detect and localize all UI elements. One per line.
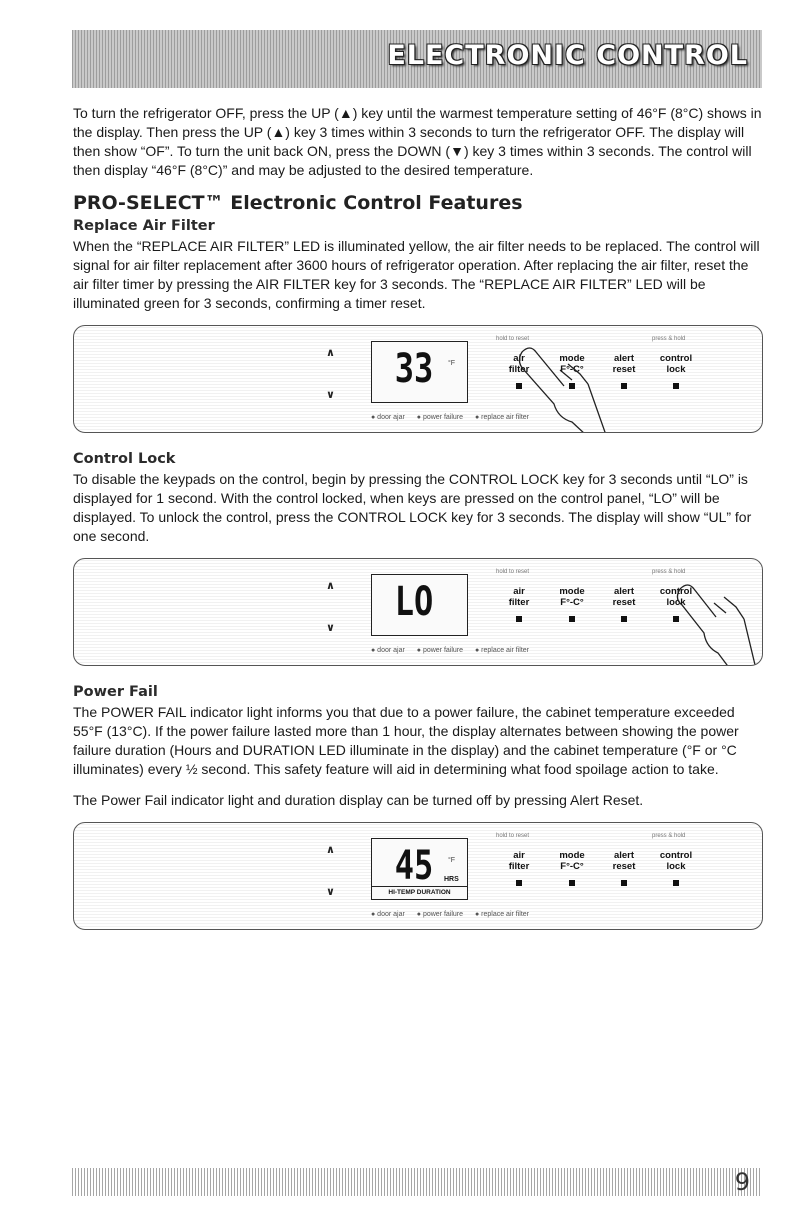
down-arrow-key[interactable]: ∨ [326, 886, 335, 898]
display-unit: °F [448, 857, 456, 864]
power-failure-led: ● power failure [416, 911, 464, 918]
door-ajar-led: ● door ajar [371, 647, 405, 654]
key-button-icon [621, 880, 627, 886]
replace-air-filter-heading: Replace Air Filter [73, 218, 215, 234]
hold-to-reset-label: hold to reset [496, 569, 530, 575]
up-arrow-key[interactable]: ∧ [326, 347, 335, 359]
mode-key[interactable]: mode F°-C° [559, 353, 585, 375]
power-failure-led: ● power failure [416, 647, 464, 654]
down-arrow-key[interactable]: ∨ [326, 622, 335, 634]
display-unit: °F [448, 360, 456, 367]
indicator-leds [371, 647, 539, 654]
down-arrow-key[interactable]: ∨ [326, 389, 335, 401]
display-hours-label: HRS [444, 876, 459, 883]
replace-air-filter-body: When the “REPLACE AIR FILTER” LED is illuminated yellow, the air filter needs to be replaced. The control will signal for air filter replacement after 3600 hours of refrigerator operation. After replacing the air filter, reset the air filter timer by pressing the AIR FILTER key for 3 seconds. The “REPLACE AIR FILTER” LED will be illuminated green for 3 seconds, confirming a timer reset. [73, 238, 760, 311]
door-ajar-led: ● door ajar [371, 911, 405, 918]
power-fail-body-1: The POWER FAIL indicator light informs you that due to a power failure, the cabinet temperature exceeded 55°F (13°C). If the power failure lasted more than 1 hour, the display alternates between showing the power failure duration (Hours and DURATION LED illuminate in the display) and the cabinet temperature (°F or °C illuminates) every ½ second. This safety feature will aid in determining what food spoilage action to take. [73, 704, 739, 777]
key-button-icon [569, 880, 575, 886]
header-bar [72, 30, 762, 88]
press-hold-label: press & hold [652, 569, 686, 575]
replace-air-filter-led: ● replace air filter [474, 647, 529, 654]
control-lock-body: To disable the keypads on the control, begin by pressing the CONTROL LOCK key for 3 seconds until “LO” is displayed for 1 second. With the control locked, when keys are pressed on the control panel, “LO” will be displayed. To unlock the control, press the CONTROL LOCK key for 3 seconds. The display will show “UL” for one second. [73, 471, 752, 544]
temperature-display [371, 838, 468, 900]
key-button-icon [516, 880, 522, 886]
alert-reset-key[interactable]: alert reset [612, 586, 636, 608]
display-digits: 45 [394, 843, 434, 889]
air-filter-key[interactable]: air filter [508, 353, 530, 375]
hi-temp-duration-bar: HI-TEMP DURATION [372, 886, 467, 899]
display-digits: 33 [394, 346, 434, 392]
up-arrow-key[interactable]: ∧ [326, 580, 335, 592]
replace-air-filter-led: ● replace air filter [474, 911, 529, 918]
door-ajar-led: ● door ajar [371, 414, 405, 421]
replace-air-filter-led: ● replace air filter [474, 414, 529, 421]
key-button-icon [673, 880, 679, 886]
hold-to-reset-label: hold to reset [496, 336, 530, 342]
pointing-hand-icon [514, 340, 644, 433]
air-filter-key[interactable]: air filter [508, 850, 530, 872]
key-button-icon [673, 383, 679, 389]
control-panel-figure-2 [73, 558, 763, 666]
pointing-hand-icon [674, 579, 763, 666]
main-content [73, 104, 763, 948]
control-panel-figure-1 [73, 325, 763, 433]
control-lock-key[interactable]: control lock [659, 353, 693, 375]
control-panel-figure-3 [73, 822, 763, 930]
air-filter-key[interactable]: air filter [508, 586, 530, 608]
key-button-icon [621, 616, 627, 622]
control-lock-key[interactable]: control lock [659, 850, 693, 872]
section-title: PRO-SELECT™ Electronic Control Features [73, 192, 523, 214]
press-hold-label: press & hold [652, 833, 686, 839]
key-button-icon [516, 616, 522, 622]
mode-key[interactable]: mode F°-C° [559, 850, 585, 872]
page-title: ELECTRONIC CONTROL [387, 40, 748, 71]
alert-reset-key[interactable]: alert reset [612, 850, 636, 872]
control-lock-key[interactable]: control lock [659, 586, 693, 608]
mode-key[interactable]: mode F°-C° [559, 586, 585, 608]
power-fail-body-2: The Power Fail indicator light and duration display can be turned off by pressing Alert Reset. [73, 792, 644, 808]
hold-to-reset-label: hold to reset [496, 833, 530, 839]
alert-reset-key[interactable]: alert reset [612, 353, 636, 375]
temperature-display [371, 574, 468, 636]
key-button-icon [569, 616, 575, 622]
power-fail-heading: Power Fail [73, 684, 158, 700]
indicator-leds [371, 911, 539, 918]
control-lock-heading: Control Lock [73, 451, 176, 467]
power-failure-led: ● power failure [416, 414, 464, 421]
footer-bar [72, 1168, 762, 1196]
up-arrow-key[interactable]: ∧ [326, 844, 335, 856]
temperature-display [371, 341, 468, 403]
display-digits: LO [394, 579, 434, 625]
page-number: 9 [734, 1168, 750, 1196]
press-hold-label: press & hold [652, 336, 686, 342]
intro-paragraph: To turn the refrigerator OFF, press the UP (▲) key until the warmest temperature setting of 46°F (8°C) shows in the display. Then press the UP (▲) key 3 times within 3 seconds to turn the refrigerator OFF. The display will then show “OF”. To turn the unit back ON, press the DOWN (▼) key 3 times within 3 seconds. The control will then display “46°F (8°C)” and may be adjusted to the desired temperature. [73, 105, 762, 178]
